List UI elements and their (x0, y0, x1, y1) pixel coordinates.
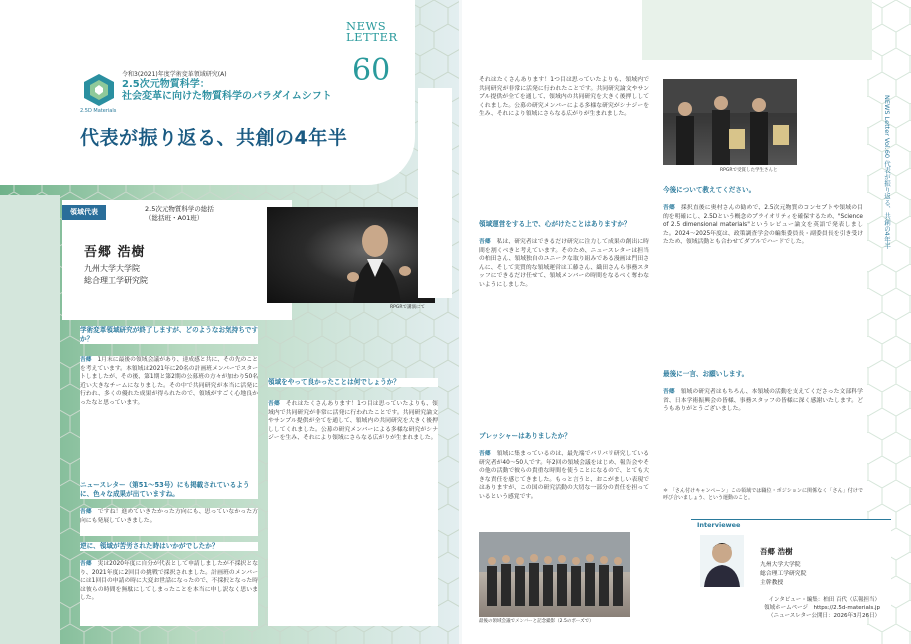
photo3-caption: 最後の領域会議でメンバーと記念撮影（2.5のポーズで） (479, 619, 594, 624)
group-photo (479, 532, 630, 617)
representative-tag: 領域代表 (62, 205, 106, 220)
footer-credits: インタビュー・編集：柏田 百代（広報担当） 領域ホームページ https://2.5d-materials.jp （ニュースレター公開日：2026年3月26日） (764, 597, 880, 619)
q5-answer: 吾郷 領域に集まっているのは、最先端でバリバリ研究している研究者が40〜50人です。年2回の領域会議をはじめ、報告会やその他の活動で彼らの貴重な時間を使うことになるので、とても大きな責任を感じてきました。もっと言うと、おこがましい表現ではありますが、この国の研究活動の大切な一部分の責任を担っているという感覚です。 (479, 450, 649, 530)
interviewee-portrait (700, 535, 744, 587)
q3-continued: それはたくさんあります！1つ目は思っていたよりも、領域内で共同研究が非常に活発に行われたことです。共同研究論文やサンプル提供が全てを通して、領域内の共同研究を大きく後押ししてくれました。公募の研究メンバーによる多様な研究がシナジーを生み、それにより領域にさらなる広がりが生まれました。 (479, 76, 649, 216)
q5-question: プレッシャーはありましたか？ (479, 432, 649, 441)
interviewee-affiliation: 九州大学大学院 総合理工学研究院 主幹教授 (760, 562, 807, 586)
photo1-caption: RPGRで講演にて (390, 305, 425, 310)
q1b-answer: 吾郷 ですね！進めていきたかった方向にも、思っていなかった方向にも発展していきました。 (80, 508, 258, 536)
newsletter-number: 60 (352, 53, 391, 88)
page-title: 代表が振り返る、共創の4年半 (80, 127, 348, 149)
q1-answer: 吾郷 1月末に最後の領域会議があり、達成感と共に、その先のことを考えています。本領域は2021年に20名の計画班メンバーでスタートしましたが、その後、第1期と第2期の公募班の方々が加わり50名近い大きなチームになりました。その中で共同研究が本当に活発に行われ、多くの優れた成果が得られたので、領域がすごく心地良かったなと思っています。 (80, 356, 258, 481)
representative-info: 2.5次元物質科学の総括 （総括班・A01班） (145, 205, 214, 222)
q1-question: 学術変革領域研究が終了しますが、どのようなお気持ちですか？ (80, 326, 258, 343)
q4-answer: 吾郷 私は、研究者はできるだけ研究に注力して成果の創出に時間を割くべきと考えています。そのため、ニュースレターは担当の柏田さん、領域独自のユニークな取り組みである漫画は門田さんに、そして実質的な領域運営は工藤さん、織田さんら事務スタッフにできるだけ任せて、領域メンバーの時間をなるべく奪わないようにしました。 (479, 238, 649, 418)
q1b-question: ニュースレター（第51〜53号）にも掲載されているように、色々な成果が出ていますね。 (80, 481, 258, 499)
q2-answer: 吾郷 実は2020年度に自分が代表として申請しましたが不採択となり、2021年度に2回目の挑戦で採択されました。計画班のメンバーには1回目の申請の時に大変お世話になったので、不採択となった時は彼らの時間を無駄にしてしまったことを本当に申し訳なく思いました。 (80, 560, 258, 626)
award-photo (663, 79, 797, 165)
project-grant: 令和3(2021)年度学術変革領域研究(A) (122, 71, 227, 78)
representative-affiliation: 九州大学大学院 総合理工学研究院 (84, 264, 148, 285)
footnote: ＊ 「さん付けキャンペーン」この領域では職位・ポジションに関係なく「さん」付けで呼び合いましょう、という運動のこと。 (663, 488, 863, 506)
q2-question: 逆に、領域が苦労された時はいかがでしたか？ (80, 542, 258, 551)
q7-answer: 吾郷 領域の研究者はもちろん、本領域の活動を支えてくださった文部科学省、日本学術振興会の皆様、事務スタッフの皆様に深く感謝いたします。どうもありがとうございました。 (663, 388, 863, 464)
q6-answer: 吾郷 採択直後に奥村さんの勧めで、2.5次元物質のコンセプトや領域の目的を明確にし、2.5Dという概念のプライオリティを確保するため、"Science of 2.5 dimensional materials"というレビュー論文を英語で発表しました。2024〜2025年度は、政策調査学会の編集委員長・副委員長を引き受けたため、領域活動とも合わせてダブルでハードでした。 (663, 204, 863, 364)
logo-text: 2.5D Materials (80, 108, 117, 114)
q7-question: 最後に一言、お願いします。 (663, 370, 863, 379)
interviewee-label: Interviewee (697, 521, 741, 529)
q4-question: 領域運営をする上で、心がけたことはありますか？ (479, 220, 649, 229)
interviewee-name: 吾郷 浩樹 (760, 547, 793, 556)
right-vertical-header: NEWS Letter Vol.60 代表が振り返る、共創の4年半 (883, 95, 891, 249)
representative-name: 吾郷 浩樹 (84, 245, 146, 260)
q3-answer: 吾郷 それはたくさんあります！1つ目は思っていたよりも、領域内で共同研究が非常に活発に行われたことです。共同研究論文やサンプル提供が全てを通して、領域内の共同研究を大きく後押ししてくれました。公募の研究メンバーによる多様な研究がシナジーを生み、それにより領域にさらなる広がりが生まれました。 (268, 400, 438, 626)
photo2-caption: RPGRで受賞した学生さんと (720, 168, 778, 173)
q3-question: 領域をやって良かったことは何でしょうか？ (268, 378, 438, 387)
project-logo-icon (80, 72, 118, 108)
newsletter-label: NEWS LETTER (346, 19, 398, 44)
project-title: 2.5次元物質科学： 社会変革に向けた物質科学のパラダイムシフト (122, 79, 332, 102)
lecture-photo (267, 207, 435, 303)
q6-question: 今後について教えてください。 (663, 186, 863, 195)
left-page-sidebar (418, 88, 452, 298)
